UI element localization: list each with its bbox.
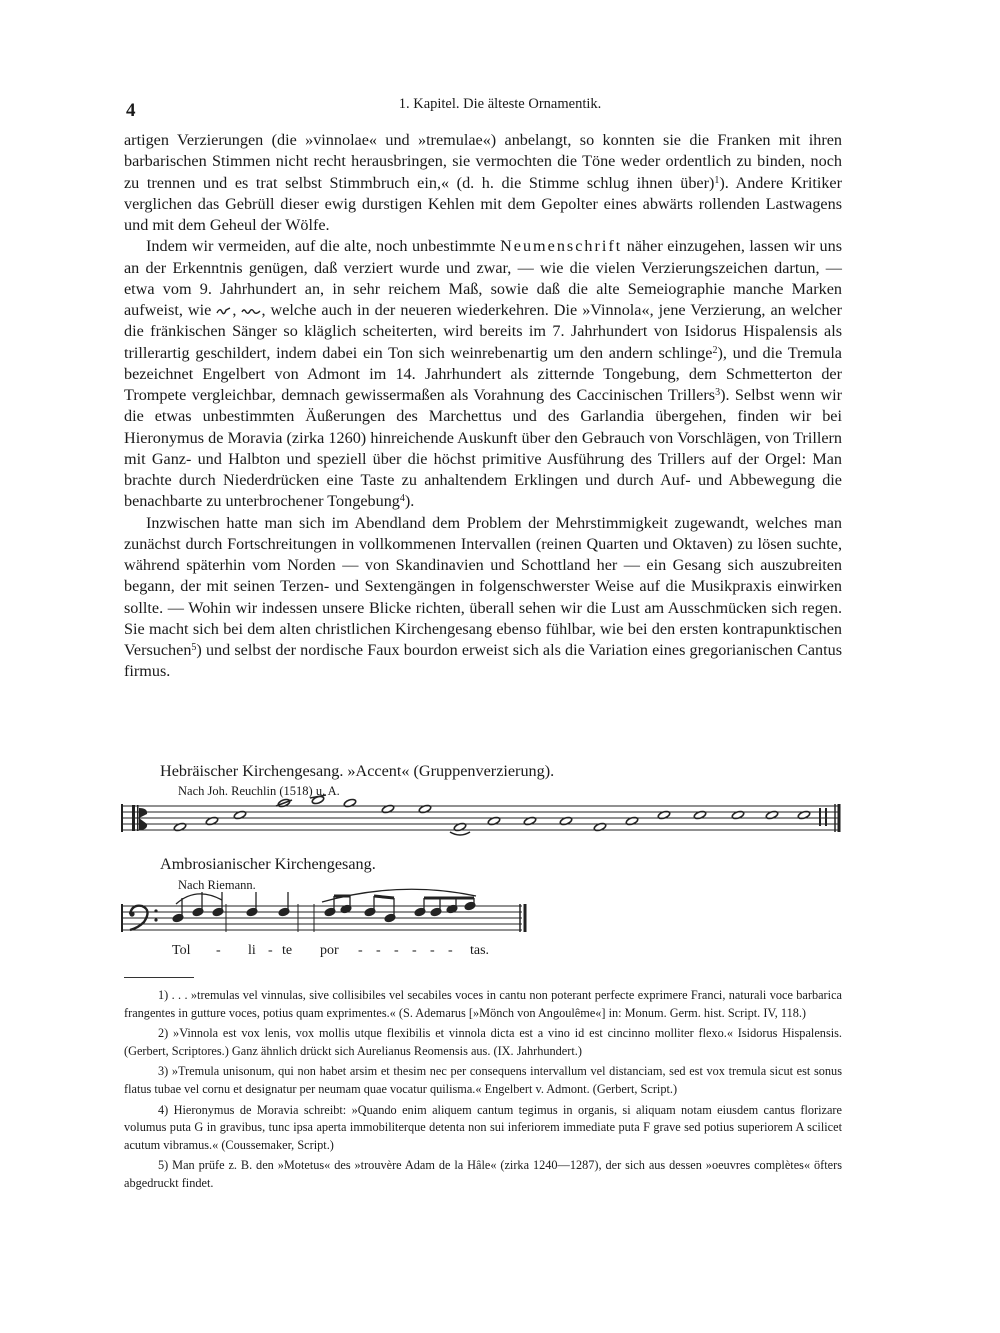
p1-text: artigen Verzierungen (die »vinnolae« und »tremulae«) anbelangt, so konnten sie die Franken mit ihren barbarischen Stimmen nicht recht herausbringen, sie vermochten die Töne weder ordentlich zu binden, noch zu trennen und es trat selbst Stimmbruch ein,« (d. h. die Stimme schlug ihnen über) (124, 131, 842, 192)
lyric-hyphen: - (448, 943, 453, 958)
footnote-ref-1[interactable]: 1 (714, 174, 720, 186)
lyric-syllable: Tol (172, 943, 191, 958)
lyric-hyphen: - (268, 943, 273, 958)
example-2-source: Nach Riemann. (178, 878, 256, 892)
p2-spaced: Neumenschrift (500, 237, 623, 256)
footnotes (124, 987, 842, 1196)
footnote-2: 2) »Vinnola est vox lenis, vox mollis utque flexibilis et vinnola dicta est a vino id est cincinno molliter flexo.« Isidorus Hispalensis. (Gerbert, Scriptores.) Ganz ähnlich drückt sich Aurelianus Reomensis aus. (IX. Jahrhundert.) (124, 1026, 842, 1058)
footnote-1: 1) . . . »tremulas vel vinnulas, sive collisibiles vel secabiles voces in cantu non poterant perfecte exprimere Franci, naturali voce barbarica frangentes in gutture voces, potius quam exprimentes.« (S. Ademarus [»Mönch von Angoulême«] in: Monum. Germ. hist. Script. IV, 118.) (124, 988, 842, 1020)
lyric-syllable: por (320, 943, 339, 958)
p2-d: ), und die Tremula bezeichnet Engelbert von Admont im 14. Jahrhundert als zitternde Tongebung, dem Schmetterton der Trompete vergleichbar, demnach gewissermaßen als Vorahnung des Caccinischen Trillers (124, 343, 842, 404)
footnote-ref-4[interactable]: 4 (399, 493, 405, 505)
p2-a: Indem wir vermeiden, auf die alte, noch unbestimmte (146, 237, 496, 256)
p2-b: näher einzugehen, lassen wir uns an der Erkenntnis genügen, daß verziert wurde und zwar, — wie die vielen Verzierungszeichen dartun, — etwa vom 9. Jahrhundert an, in sehr reichem Maß, sowie daß die alte Semeiographie manche Marken aufweist, wie (124, 237, 843, 319)
lyric-syllable: li (248, 943, 256, 958)
p2-f: ). (404, 492, 415, 511)
lyric-hyphen: - (376, 943, 381, 958)
lyric-syllable: te (282, 943, 293, 958)
footnote-ref-5[interactable]: 5 (191, 642, 197, 653)
running-head: 1. Kapitel. Die älteste Ornamentik. (398, 96, 602, 112)
lyric-syllable: tas. (470, 943, 490, 958)
example-2-title: Ambrosianischer Kirchengesang. (160, 855, 376, 873)
paragraph-2: Indem wir vermeiden, auf die alte, noch unbestimmte Neumenschrift näher einzugehen, lassen wir uns an der Erkenntnis genügen, daß verziert wurde und zwar, — wie die vielen Verzierungszeichen dartun, — etwa vom 9. Jahrhundert an, in sehr reichem Maß, sowie daß die alte Semeiographie manche Marken aufweist, wie , , welche auch in der neueren wiederkehren. Die »Vinnola«, jene Verzierung, an welcher die fränkischen Sänger so kläglich scheiterten, wird bereits im 7. Jahrhundert von Isidorus Hispalensis als trillerartig geschildert, indem dabei ein Ton sich weinrebenartig um den andern schlinge$^2$), und die Tremula bezeichnet Engelbert von Admont im 14. Jahrhundert als zitternde Tongebung, dem Schmetterton der Trompete vergleichbar, demnach gewissermaßen als Vorahnung des Caccinischen Trillers$^3$). Selbst wenn wir die etwas unbestimmten Äußerungen des Marchettus und des Garlandia übergehen, finden wir bei Hieronymus de Moravia (zirka 1260) hinreichende Auskunft über den Gebrauch von Vorschlägen, von Trillern mit Ganz- und Halbton und speziell über die höchst primitive Ausführung des Trillers auf der Orgel: Man brachte durch Niederdrücken eine Taste zu anhaltendem Erklingen und durch Auf- und Abbewegung die benachbarte zu unterbrochener Tongebung$^4$). (124, 237, 843, 511)
lyric-hyphen: - (216, 943, 221, 958)
footnote-3: 3) »Tremula unisonum, qui non habet arsim et thesim nec per consequens intervallum vel distanciam, sed est vox tremula sicut est sonus flatus tubae vel cornu et designatur per neumam quae vocatur quilisma.« Engelbert v. Admont. (Gerbert, Script.) (124, 1064, 842, 1096)
p1-tail: ). Andere Kritiker verglichen das Gebrüll dieser ewig durstigen Kehlen mit dem Gepolter eines abwärts rollenden Lastwagens und mit dem Geheul der Wölfe. (124, 173, 842, 234)
p2-e: ). Selbst wenn wir die etwas unbestimmten Äußerungen des Marchettus und des Garlandia übergehen, finden wir bei Hieronymus de Moravia (zirka 1260) hinreichende Auskunft über den Gebrauch von Vorschlägen, von Trillern mit Ganz- und Halbton und speziell über die höchst primitive Ausführung des Trillers auf der Orgel: Man brachte durch Niederdrücken eine Taste zu anhaltendem Erklingen und durch Auf- und Abbewegung die benachbarte zu unterbrochener Tongebung (124, 386, 842, 511)
lyric-hyphen: - (412, 943, 417, 958)
footnote-4: 4) Hieronymus de Moravia schreibt: »Quando enim aliquem cantum tegimus in organis, si aliquam notam eiusdem cantus florizare volumus puta G in gravibus, tunc ipsa aperta immobiliterque detenta non sui inferiorem immediate puta F grave sed potius superiorem A scilicet acutum vibramus.« (Coussemaker, Script.) (124, 1102, 842, 1152)
p2-c: , welche auch in der neueren wiederkehren. Die »Vinnola«, jene Verzierung, an welcher die fränkischen Sänger so kläglich scheiterten, wird bereits im 7. Jahrhundert von Isidorus Hispalensis als trillerartig geschildert, indem dabei ein Ton sich weinrebenartig um den andern schlinge (124, 301, 843, 362)
footnote-ref-3[interactable]: 3 (715, 387, 721, 398)
footnote-ref-2[interactable]: 2 (712, 344, 718, 356)
lyric-hyphen: - (358, 943, 363, 958)
example-1-title: Hebräischer Kirchengesang. »Accent« (Gruppenverzierung). (160, 762, 555, 780)
p3-b: ) und selbst der nordische Faux bourdon erweist sich als die Variation eines gregorianischen Cantus firmus. (124, 641, 842, 681)
footnote-5: 5) Man prüfe z. B. den »Motetus« des »trouvère Adam de la Hâle« (zirka 1240—1287), der sich aus dessen »oeuvres complètes« öfters abgedruckt findet. (124, 1158, 842, 1190)
footnote-divider (124, 977, 194, 978)
p3-a: Inzwischen hatte man sich im Abendland dem Problem der Mehrstimmigkeit zugewandt, welches man zunächst durch Fortschreitungen in vollkommenen Intervallen (reinen Quarten und Oktaven) zu lösen suchte, während späterhin vom Norden — von Skandinavien und Schottland her — ein Gesang sich auszubreiten begann, der mit seinen Terzen- und Sextengängen in folgenschwerster Weise auf die Musikpraxis einwirken sollte. — Wohin wir indessen unsere Blicke richten, überall sehen wir die Lust am Ausschmücken sich regen. Sie macht sich bei dem alten christlichen Kirchengesang ebenso fühlbar, wie bei den ersten kontrapunktischen Versuchen (124, 513, 842, 659)
page-number: 4 (126, 100, 136, 121)
example-1-source: Nach Joh. Reuchlin (1518) u. A. (178, 784, 340, 798)
lyric-hyphen: - (430, 943, 435, 958)
lyric-hyphen: - (394, 943, 399, 958)
